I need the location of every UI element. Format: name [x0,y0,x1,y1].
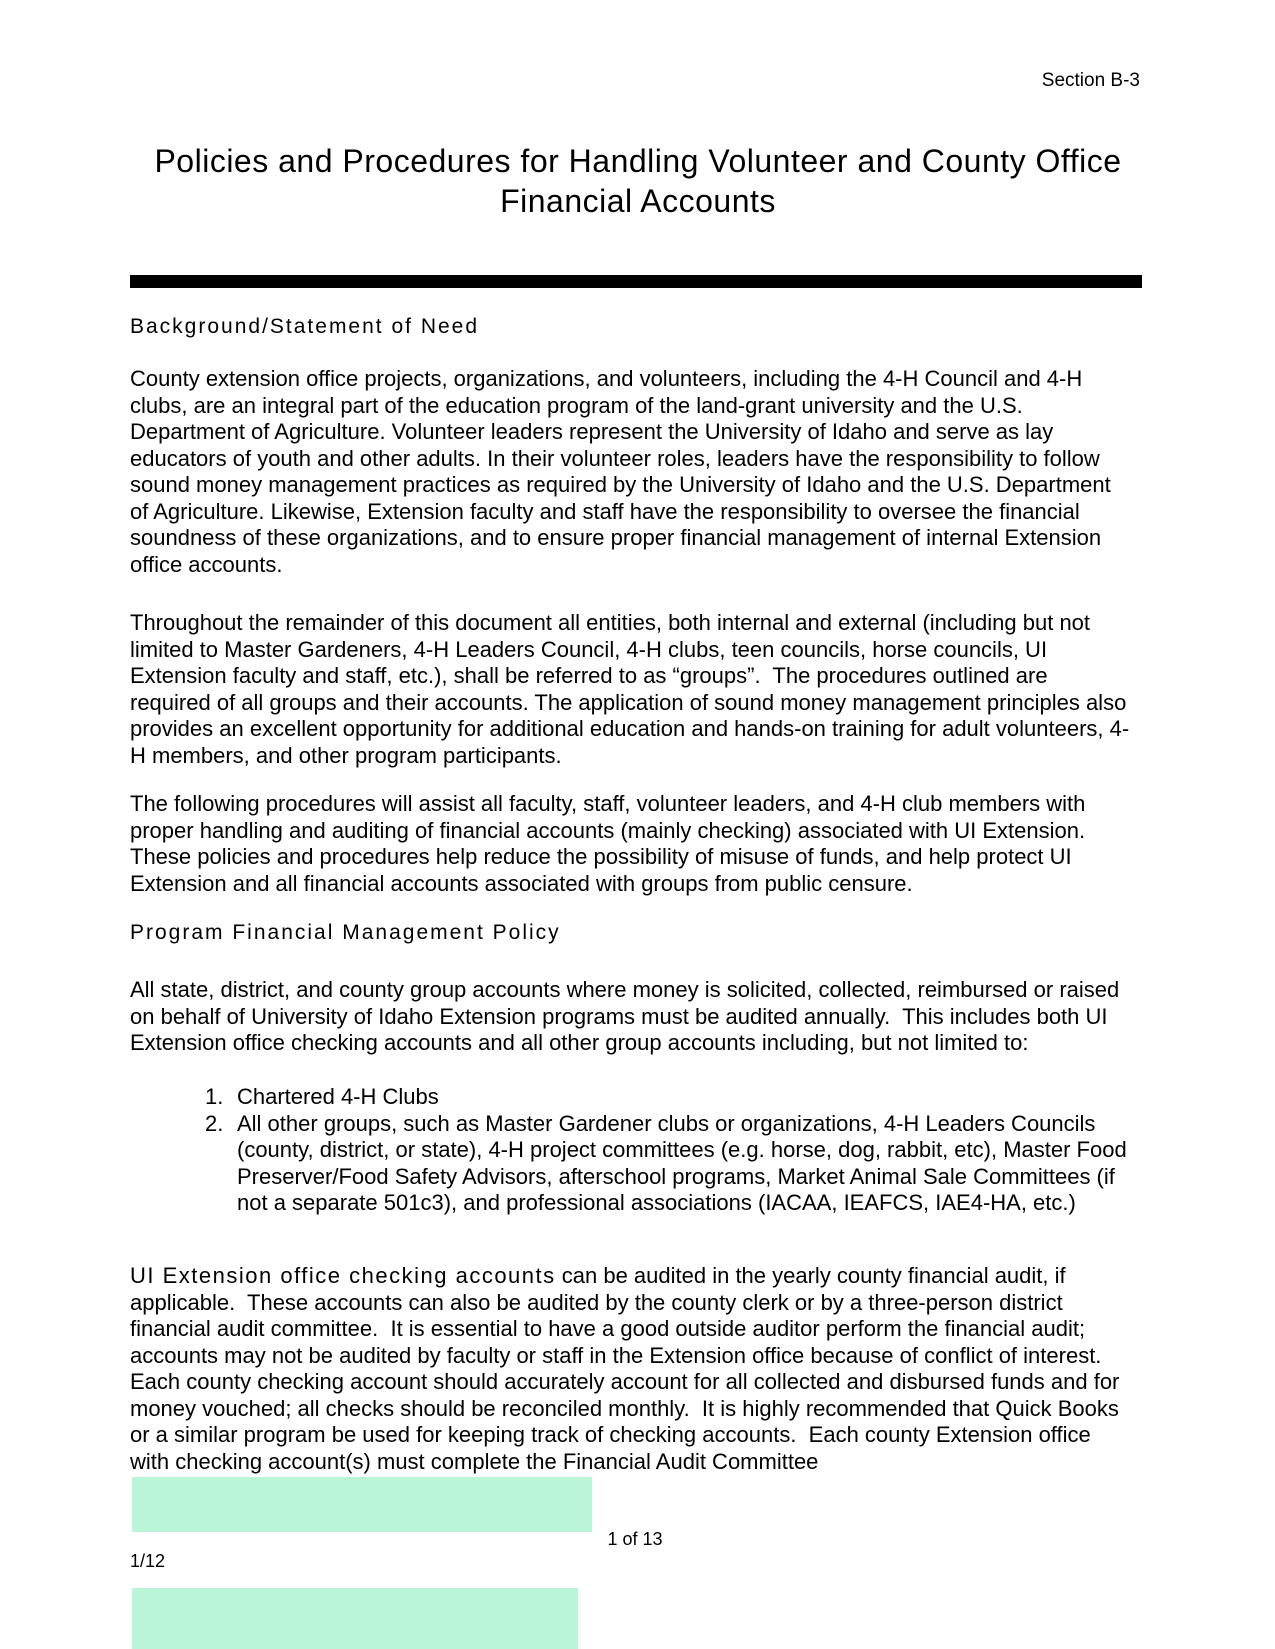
paragraph-background-1: County extension office projects, organizations, and volunteers, including the 4-H Council and 4-H clubs, are an integral part of the education program of the land-grant university and the U.S. Department of Agriculture. Volunteer leaders represent the University of Idaho and serve as lay educators of youth and other adults. In their volunteer roles, leaders have the responsibility to follow sound money management practices as required by the University of Idaho and the U.S. Department of Agriculture. Likewise, Extension faculty and staff have the responsibility to oversee the financial soundness of these organizations, and to ensure proper financial management of internal Extension office accounts. [130,366,1117,577]
highlighted-redaction-box-2 [132,1588,578,1649]
paragraph-checking-accounts [130,1263,1133,1475]
heading-background-statement-of-need: Background/Statement of Need [130,315,480,338]
highlighted-redaction-box-1 [132,1477,592,1532]
heading-program-financial-management-policy: Program Financial Management Policy [130,921,561,944]
paragraph-policy-intro: All state, district, and county group accounts where money is solicited, collected, reimbursed or raised on behalf of University of Idaho Extension programs must be audited annually. This includes both UI Extension office checking accounts and all other group accounts including, but not limited to: [130,977,1126,1055]
footer-revision-date: 1/12 [130,1551,166,1571]
page-number: 1 of 13 [607,1529,663,1549]
list-item-text: All other groups, such as Master Gardener clubs or organizations, 4-H Leaders Councils (county, district, or state), 4-H project committees (e.g. horse, dog, rabbit, etc), Master Food Preserver/Food Safety Advisors, afterschool programs, Market Animal Sale Committees (if not a separate 501c3), and professional associations (IACAA, IEAFCS, IAE4-HA, etc.) [237,1110,1133,1215]
list-item [205,1084,1140,1111]
paragraph-lead-continuation: can be audited in the yearly county financial audit, if applicable. These accounts can also be audited by the county clerk or by a three-person district financial audit committee. It is essential to have a good outside auditor perform the financial audit; accounts may not be audited by faculty or staff in the Extension office because of conflict of interest. Each county checking account should accurately account for all collected and disbursed funds and for money vouched; all checks should be reconciled monthly. It is highly recommended that Quick Books or a similar program be used for keeping track of checking accounts. Each county Extension office with checking account(s) must complete the Financial Audit Committee [130,1263,1126,1474]
list-item-text: Chartered 4-H Clubs [237,1084,439,1109]
divider-bar [130,275,1142,288]
list-item-number: 1. [205,1084,224,1109]
list-item-number: 2. [205,1110,224,1136]
paragraph-lead-in: UI Extension office checking accounts [130,1263,556,1288]
document-title: Policies and Procedures for Handling Volunteer and County Office Financial Accounts [154,143,1122,219]
paragraph-background-2: Throughout the remainder of this document all entities, both internal and external (including but not limited to Master Gardeners, 4-H Leaders Council, 4-H clubs, teen councils, horse councils, UI Extension faculty and staff, etc.), shall be referred to as “groups”. The procedures outlined are required of all groups and their accounts. The application of sound money management principles also provides an excellent opportunity for additional education and hands-on training for adult volunteers, 4-H members, and other program participants. [130,610,1133,768]
paragraph-background-3: The following procedures will assist all faculty, staff, volunteer leaders, and 4-H club members with proper handling and auditing of financial accounts (mainly checking) associated with UI Extension. These policies and procedures help reduce the possibility of misuse of funds, and help protect UI Extension and all financial accounts associated with groups from public censure. [130,791,1092,896]
section-label: Section B-3 [1041,70,1140,91]
numbered-list [205,1084,1140,1217]
list-item [205,1111,1140,1217]
